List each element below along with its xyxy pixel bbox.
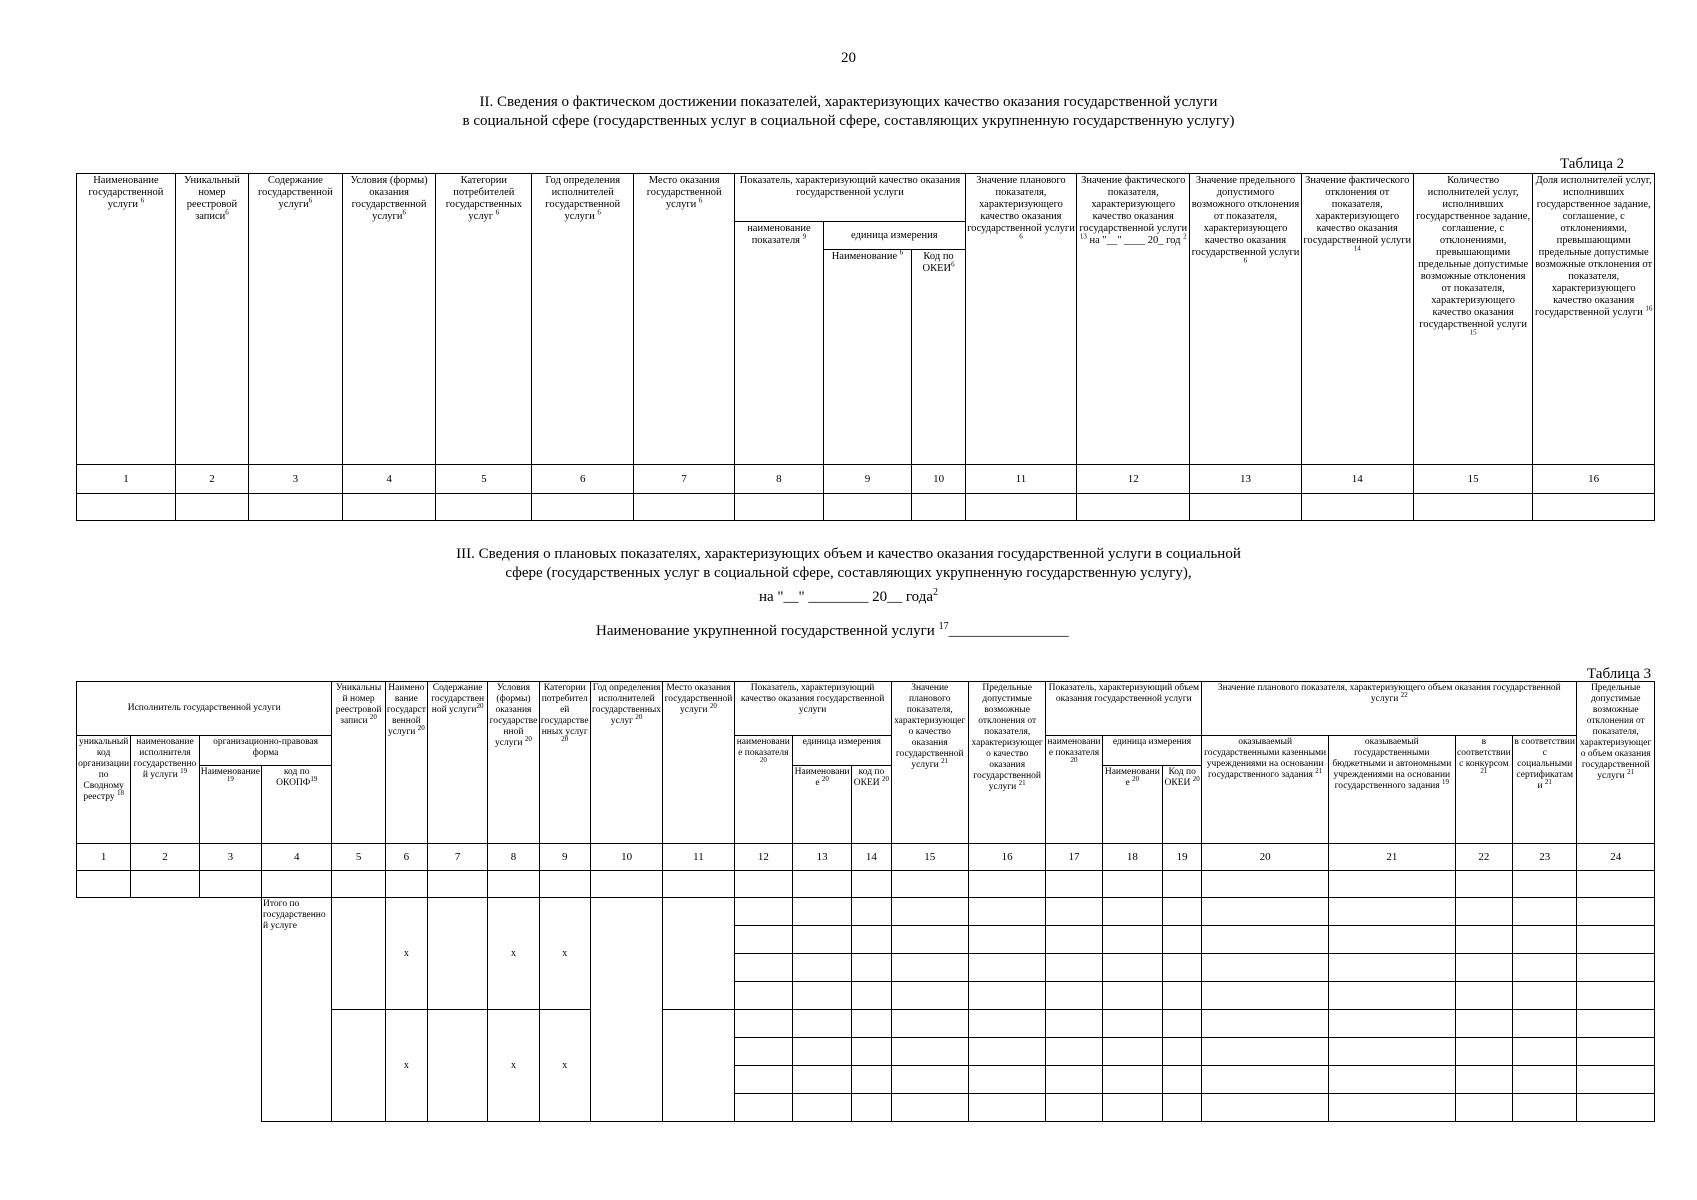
t3-num: 21 (1328, 844, 1455, 871)
t3-cell[interactable] (852, 1094, 891, 1122)
t2-num: 10 (912, 465, 966, 494)
t3-cell[interactable] (1512, 898, 1576, 926)
t3-cell[interactable] (734, 898, 792, 926)
table-3-caption: Таблица 3 (1587, 666, 1652, 682)
t2-head-c1: Наименование государственной услуги $^6$ (77, 174, 176, 465)
t2-head-c8: наименование показателя $^9$ (735, 222, 824, 465)
t3-cell[interactable] (1328, 1066, 1455, 1094)
t2-num: 2 (175, 465, 248, 494)
t3-head-c10: Год определения исполнителей государственных услуг $^{20}$ (590, 682, 662, 844)
t3-cell[interactable] (385, 871, 427, 898)
t3-cell[interactable] (891, 926, 968, 954)
t3-cell[interactable] (1328, 1038, 1455, 1066)
t3-cell[interactable] (427, 871, 487, 898)
t3-cell[interactable] (1046, 871, 1102, 898)
t3-head-opf-group: организационно-правовая форма (199, 736, 332, 766)
t3-cell[interactable] (1046, 1038, 1102, 1066)
t3-cell[interactable] (852, 1038, 891, 1066)
t2-head-c7: Место оказания государственной услуги $^6$ (634, 174, 735, 465)
t3-head-c7: Содержание государственной услуги$^{20}$ (427, 682, 487, 844)
t3-cell[interactable] (1577, 1038, 1655, 1066)
t2-head-c2: Уникальный номер реестровой записи$^6$ (175, 174, 248, 465)
t3-cell[interactable] (1328, 871, 1455, 898)
section-3-heading-line-1: III. Сведения о плановых показателях, характеризующих объем и качество оказания государственной услуги в социальной (456, 546, 1241, 562)
t3-head-c20: оказываемый государственными казенными учреждениями на основании государственного задания $^{21}$ (1202, 736, 1329, 844)
t2-head-c10: Код по ОКЕИ$^6$ (912, 250, 966, 465)
t3-cell[interactable] (1163, 871, 1202, 898)
t2-head-c12: Значение фактического показателя, характеризующего качество оказания государственной услуги $^{13}$ на "__" ____ 20_ год $^2$ (1077, 174, 1190, 465)
t3-cell[interactable] (1046, 1094, 1102, 1122)
t3-cell[interactable] (1102, 982, 1162, 1010)
t3-cell[interactable] (1328, 982, 1455, 1010)
t3-cell[interactable] (427, 1010, 487, 1122)
t3-head-executor-group: Исполнитель государственной услуги (77, 682, 332, 736)
t3-cell[interactable] (1455, 1038, 1512, 1066)
t3-x-mark: x (385, 898, 427, 1010)
t2-cell[interactable] (912, 494, 966, 521)
t3-cell[interactable] (1577, 871, 1655, 898)
t3-cell[interactable] (1512, 871, 1576, 898)
t3-cell[interactable] (891, 954, 968, 982)
t3-num: 20 (1202, 844, 1329, 871)
t3-num: 16 (968, 844, 1045, 871)
t3-cell[interactable] (792, 982, 851, 1010)
t3-num: 5 (332, 844, 385, 871)
t3-cell[interactable] (852, 898, 891, 926)
t3-cell[interactable] (1102, 1066, 1162, 1094)
t3-cell[interactable] (734, 871, 792, 898)
t3-cell[interactable] (1046, 954, 1102, 982)
t2-num: 3 (249, 465, 343, 494)
t3-cell[interactable] (488, 871, 539, 898)
t3-head-c8: Условия (формы) оказания государственной услуги $^{20}$ (488, 682, 539, 844)
t3-cell[interactable] (1163, 954, 1202, 982)
t3-head-c22: в соответствии с конкурсом $^{21}$ (1455, 736, 1512, 844)
t3-head-c17: наименование показателя $^{20}$ (1046, 736, 1102, 844)
t3-cell[interactable] (1512, 926, 1576, 954)
t2-cell[interactable] (249, 494, 343, 521)
t3-num: 18 (1102, 844, 1162, 871)
t3-cell[interactable] (968, 1094, 1045, 1122)
t3-head-c14: код по ОКЕИ $^{20}$ (852, 766, 891, 844)
t3-head-c15: Значение планового показателя, характеризующего качество оказания государственной услуги $^{21}$ (891, 682, 968, 844)
t2-num: 7 (634, 465, 735, 494)
t3-num: 4 (262, 844, 332, 871)
t3-cell[interactable] (427, 898, 487, 1010)
t2-head-c6: Год определения исполнителей государственной услуги $^6$ (532, 174, 634, 465)
t3-cell[interactable] (590, 871, 662, 898)
t3-num: 11 (663, 844, 734, 871)
t3-cell[interactable] (1455, 982, 1512, 1010)
t3-cell[interactable] (1328, 954, 1455, 982)
t3-num: 15 (891, 844, 968, 871)
t2-cell[interactable] (1533, 494, 1655, 521)
t3-num: 7 (427, 844, 487, 871)
t3-blank-area (77, 898, 262, 1122)
t3-cell[interactable] (734, 982, 792, 1010)
t3-num: 10 (590, 844, 662, 871)
t3-cell[interactable] (1202, 1038, 1329, 1066)
t3-cell[interactable] (1328, 1010, 1455, 1038)
t3-head-c19: Код по ОКЕИ $^{20}$ (1163, 766, 1202, 844)
t3-head-plan-group: Значение планового показателя, характеризующего объем оказания государственной услуги $^{22}$ (1202, 682, 1577, 736)
t3-head-volume-group: Показатель, характеризующий объем оказания государственной услуги (1046, 682, 1202, 736)
t2-cell[interactable] (77, 494, 176, 521)
consolidated-service-sup: 17 (938, 621, 949, 632)
t3-cell[interactable] (1163, 1038, 1202, 1066)
t3-num: 24 (1577, 844, 1655, 871)
t3-cell[interactable] (131, 871, 199, 898)
t3-cell[interactable] (1202, 1066, 1329, 1094)
t3-cell[interactable] (792, 898, 851, 926)
t3-x-mark: x (539, 898, 590, 1010)
t3-cell[interactable] (262, 871, 332, 898)
t3-cell[interactable] (852, 871, 891, 898)
t3-cell[interactable] (1577, 1010, 1655, 1038)
t3-cell[interactable] (1328, 1094, 1455, 1122)
t3-head-c12: наименование показателя $^{20}$ (734, 736, 792, 844)
t2-data-row (77, 494, 1655, 521)
t3-cell[interactable] (1512, 1094, 1576, 1122)
t2-num: 6 (532, 465, 634, 494)
t3-num: 8 (488, 844, 539, 871)
t3-cell[interactable] (968, 1066, 1045, 1094)
t3-cell[interactable] (1202, 871, 1329, 898)
t3-head-c2: наименование исполнителя государственной услуги $^{19}$ (131, 736, 199, 844)
table-2-caption: Таблица 2 (1560, 156, 1625, 172)
t3-cell[interactable] (891, 871, 968, 898)
t2-num: 16 (1533, 465, 1655, 494)
t3-num: 17 (1046, 844, 1102, 871)
t3-cell[interactable] (1102, 926, 1162, 954)
t3-head-c13: Наименование $^{20}$ (792, 766, 851, 844)
t3-cell[interactable] (1512, 1066, 1576, 1094)
t2-head-c13: Значение предельного допустимого возможного отклонения от показателя, характеризующего качество оказания государственной услуги $^6$ (1190, 174, 1301, 465)
t3-cell[interactable] (1455, 898, 1512, 926)
t3-num: 6 (385, 844, 427, 871)
t3-data-row (77, 871, 1655, 898)
t3-cell[interactable] (1163, 1066, 1202, 1094)
t2-head-c15: Количество исполнителей услуг, исполнивших государственное задание, соглашение, с отклонениями, превышающими предельные допустимые возможные отклонения от показателя, характеризующего качество оказания государственной услуги $^{15}$ (1413, 174, 1532, 465)
t3-cell[interactable] (1455, 954, 1512, 982)
t3-cell[interactable] (792, 1038, 851, 1066)
t3-x-mark: x (385, 1010, 427, 1122)
t3-cell[interactable] (852, 926, 891, 954)
t2-head-c4: Условия (формы) оказания государственной услуги$^6$ (342, 174, 436, 465)
t3-num: 12 (734, 844, 792, 871)
t3-cell[interactable] (734, 1010, 792, 1038)
t2-cell[interactable] (965, 494, 1076, 521)
t3-cell[interactable] (852, 982, 891, 1010)
table-2 (76, 173, 1655, 521)
t3-cell[interactable] (1512, 1038, 1576, 1066)
t3-cell[interactable] (1577, 926, 1655, 954)
t3-head-c9: Категории потребителей государственных услуг $^{20}$ (539, 682, 590, 844)
t3-cell[interactable] (332, 898, 385, 1010)
t3-cell[interactable] (1046, 898, 1102, 926)
t3-cell[interactable] (891, 1010, 968, 1038)
t3-num: 22 (1455, 844, 1512, 871)
t3-cell[interactable] (792, 871, 851, 898)
t3-cell[interactable] (1202, 1010, 1329, 1038)
t3-cell[interactable] (1455, 926, 1512, 954)
t3-cell[interactable] (332, 1010, 385, 1122)
t3-head-c23: в соответствии с социальными сертификатами $^{21}$ (1512, 736, 1576, 844)
t3-cell[interactable] (852, 1010, 891, 1038)
t2-cell[interactable] (1190, 494, 1301, 521)
t3-head-c5: Уникальный номер реестровой записи $^{20}$ (332, 682, 385, 844)
t3-cell[interactable] (891, 982, 968, 1010)
t3-cell[interactable] (968, 954, 1045, 982)
t3-num: 13 (792, 844, 851, 871)
t3-cell[interactable] (590, 898, 662, 1122)
t3-cell[interactable] (1102, 1094, 1162, 1122)
t2-head-c3: Содержание государственной услуги$^6$ (249, 174, 343, 465)
t3-cell[interactable] (1202, 954, 1329, 982)
t3-cell[interactable] (663, 898, 734, 1010)
t3-cell[interactable] (891, 898, 968, 926)
t3-cell[interactable] (1577, 1066, 1655, 1094)
t3-total-label: Итого по государственной услуге (262, 898, 332, 1122)
t3-head-quality-group: Показатель, характеризующий качество оказания государственной услуги (734, 682, 891, 736)
t3-cell[interactable] (1102, 1010, 1162, 1038)
t3-head-c3: Наименование $^{19}$ (199, 766, 261, 844)
t3-cell[interactable] (663, 1010, 734, 1122)
t3-cell[interactable] (792, 926, 851, 954)
t3-cell[interactable] (1163, 1094, 1202, 1122)
t3-cell[interactable] (891, 1094, 968, 1122)
section-3-heading-line-2: сфере (государственных услуг в социальной сфере, составляющих укрупненную государственную услугу), (505, 565, 1192, 581)
t3-cell[interactable] (1328, 898, 1455, 926)
t2-head-quality-group: Показатель, характеризующий качество оказания государственной услуги (735, 174, 966, 222)
t3-cell[interactable] (1046, 982, 1102, 1010)
t3-cell[interactable] (734, 954, 792, 982)
t3-cell[interactable] (1102, 1038, 1162, 1066)
consolidated-service-blank[interactable]: ________________ (948, 623, 1069, 639)
t2-cell[interactable] (1077, 494, 1190, 521)
t3-cell[interactable] (1202, 1094, 1329, 1122)
t3-cell[interactable] (1455, 1094, 1512, 1122)
t3-cell[interactable] (1163, 1010, 1202, 1038)
t2-cell[interactable] (532, 494, 634, 521)
t2-number-row (77, 465, 1655, 494)
t3-head-quality-unit: единица измерения (792, 736, 891, 766)
t2-num: 4 (342, 465, 436, 494)
t2-head-c14: Значение фактического отклонения от показателя, характеризующего качество оказания государственной услуги $^{14}$ (1301, 174, 1413, 465)
t3-cell[interactable] (1202, 926, 1329, 954)
t3-cell[interactable] (852, 954, 891, 982)
t2-cell[interactable] (1301, 494, 1413, 521)
t2-cell[interactable] (634, 494, 735, 521)
t3-cell[interactable] (734, 1066, 792, 1094)
t2-cell[interactable] (175, 494, 248, 521)
t3-cell[interactable] (734, 1038, 792, 1066)
t2-head-c11: Значение планового показателя, характеризующего качество оказания государственной услуги $^6$ (965, 174, 1076, 465)
t3-cell[interactable] (1512, 954, 1576, 982)
t3-head-c21: оказываемый государственными бюджетными и автономными учреждениями на основании государственного задания $^{19}$ (1328, 736, 1455, 844)
page-number: 20 (841, 50, 856, 66)
t2-num: 15 (1413, 465, 1532, 494)
t3-cell[interactable] (1163, 898, 1202, 926)
t3-num: 1 (77, 844, 131, 871)
t3-head-c1: уникальный код организации по Сводному реестру $^{18}$ (77, 736, 131, 844)
t2-cell[interactable] (823, 494, 912, 521)
t3-head-c11: Место оказания государственной услуги $^{20}$ (663, 682, 734, 844)
t2-head-c16: Доля исполнителей услуг, исполнивших государственное задание, соглашение, с отклонениями, превышающими предельные допустимые возможные отклонения от показателя, характеризующего качество оказания государственной услуги $^{16}$ (1533, 174, 1655, 465)
t3-cell[interactable] (891, 1038, 968, 1066)
t2-num: 9 (823, 465, 912, 494)
t3-cell[interactable] (1046, 1066, 1102, 1094)
t3-cell[interactable] (1102, 954, 1162, 982)
t2-head-unit: единица измерения (823, 222, 965, 250)
t3-head-c24: Предельные допустимые возможные отклонения от показателя, характеризующего объем оказания государственной услуги $^{21}$ (1577, 682, 1655, 844)
t3-cell[interactable] (968, 926, 1045, 954)
t3-num: 2 (131, 844, 199, 871)
t3-cell[interactable] (1163, 982, 1202, 1010)
t3-cell[interactable] (891, 1066, 968, 1094)
t3-cell[interactable] (1577, 1094, 1655, 1122)
t3-cell[interactable] (1328, 926, 1455, 954)
t3-cell[interactable] (968, 982, 1045, 1010)
t3-total-row (77, 898, 1655, 926)
t2-num: 14 (1301, 465, 1413, 494)
t3-cell[interactable] (1455, 1066, 1512, 1094)
t3-x-mark: x (488, 1010, 539, 1122)
t2-num: 8 (735, 465, 824, 494)
t3-x-mark: x (488, 898, 539, 1010)
t2-num: 5 (436, 465, 532, 494)
t2-cell[interactable] (436, 494, 532, 521)
t2-head-c9: Наименование $^6$ (823, 250, 912, 465)
t3-cell[interactable] (663, 871, 734, 898)
t3-num: 23 (1512, 844, 1576, 871)
t3-num: 9 (539, 844, 590, 871)
t3-cell[interactable] (792, 954, 851, 982)
t3-num: 19 (1163, 844, 1202, 871)
t3-head-c16: Предельные допустимые возможные отклонения от показателя, характеризующего качество оказания государственной услуги $^{21}$ (968, 682, 1045, 844)
section-2-heading (0, 93, 1697, 131)
t3-cell[interactable] (332, 871, 385, 898)
section-2-heading-line-1: II. Сведения о фактическом достижении показателей, характеризующих качество оказания государственной услуги (479, 94, 1218, 110)
t3-cell[interactable] (1512, 1010, 1576, 1038)
section-2-heading-line-2: в социальной сфере (государственных услуг в социальной сфере, составляющих укрупненную государственную услугу) (462, 113, 1235, 129)
t3-cell[interactable] (1455, 1010, 1512, 1038)
t3-cell[interactable] (792, 1066, 851, 1094)
t3-cell[interactable] (1577, 982, 1655, 1010)
t3-cell[interactable] (1102, 898, 1162, 926)
t3-cell[interactable] (792, 1094, 851, 1122)
t3-cell[interactable] (1202, 982, 1329, 1010)
t3-number-row (77, 844, 1655, 871)
t3-cell[interactable] (1163, 926, 1202, 954)
section-3-heading (0, 545, 1697, 607)
t2-num: 13 (1190, 465, 1301, 494)
t3-cell[interactable] (1046, 926, 1102, 954)
t3-cell[interactable] (734, 1094, 792, 1122)
t3-head-volume-unit: единица измерения (1102, 736, 1202, 766)
section-3-heading-line-3: на "__" ________ 20__ года$^2$ (758, 587, 939, 605)
t3-cell[interactable] (968, 871, 1045, 898)
t3-cell[interactable] (968, 1010, 1045, 1038)
t3-cell[interactable] (1455, 871, 1512, 898)
t3-cell[interactable] (968, 1038, 1045, 1066)
t3-cell[interactable] (77, 871, 131, 898)
t2-num: 1 (77, 465, 176, 494)
t3-head-c18: Наименование $^{20}$ (1102, 766, 1162, 844)
t3-cell[interactable] (1577, 954, 1655, 982)
consolidated-service-label: Наименование укрупненной государственной услуги (596, 623, 935, 639)
t3-head-c6: Наименование государственной услуги $^{20}$ (385, 682, 427, 844)
t2-cell[interactable] (1413, 494, 1532, 521)
t3-cell[interactable] (539, 871, 590, 898)
t3-cell[interactable] (734, 926, 792, 954)
t3-num: 3 (199, 844, 261, 871)
t2-num: 11 (965, 465, 1076, 494)
t3-cell[interactable] (1202, 898, 1329, 926)
t2-cell[interactable] (735, 494, 824, 521)
t3-x-mark: x (539, 1010, 590, 1122)
t2-cell[interactable] (342, 494, 436, 521)
t3-head-c4: код по ОКОПФ$^{19}$ (262, 766, 332, 844)
t3-cell[interactable] (1046, 1010, 1102, 1038)
t3-cell[interactable] (792, 1010, 851, 1038)
table-3 (76, 681, 1655, 1122)
t3-cell[interactable] (199, 871, 261, 898)
consolidated-service-line (596, 621, 1069, 640)
t2-head-c5: Категории потребителей государственных услуг $^6$ (436, 174, 532, 465)
t3-cell[interactable] (1577, 898, 1655, 926)
t3-num: 14 (852, 844, 891, 871)
t3-cell[interactable] (968, 898, 1045, 926)
t2-num: 12 (1077, 465, 1190, 494)
t3-cell[interactable] (852, 1066, 891, 1094)
t3-cell[interactable] (1102, 871, 1162, 898)
t3-cell[interactable] (1512, 982, 1576, 1010)
